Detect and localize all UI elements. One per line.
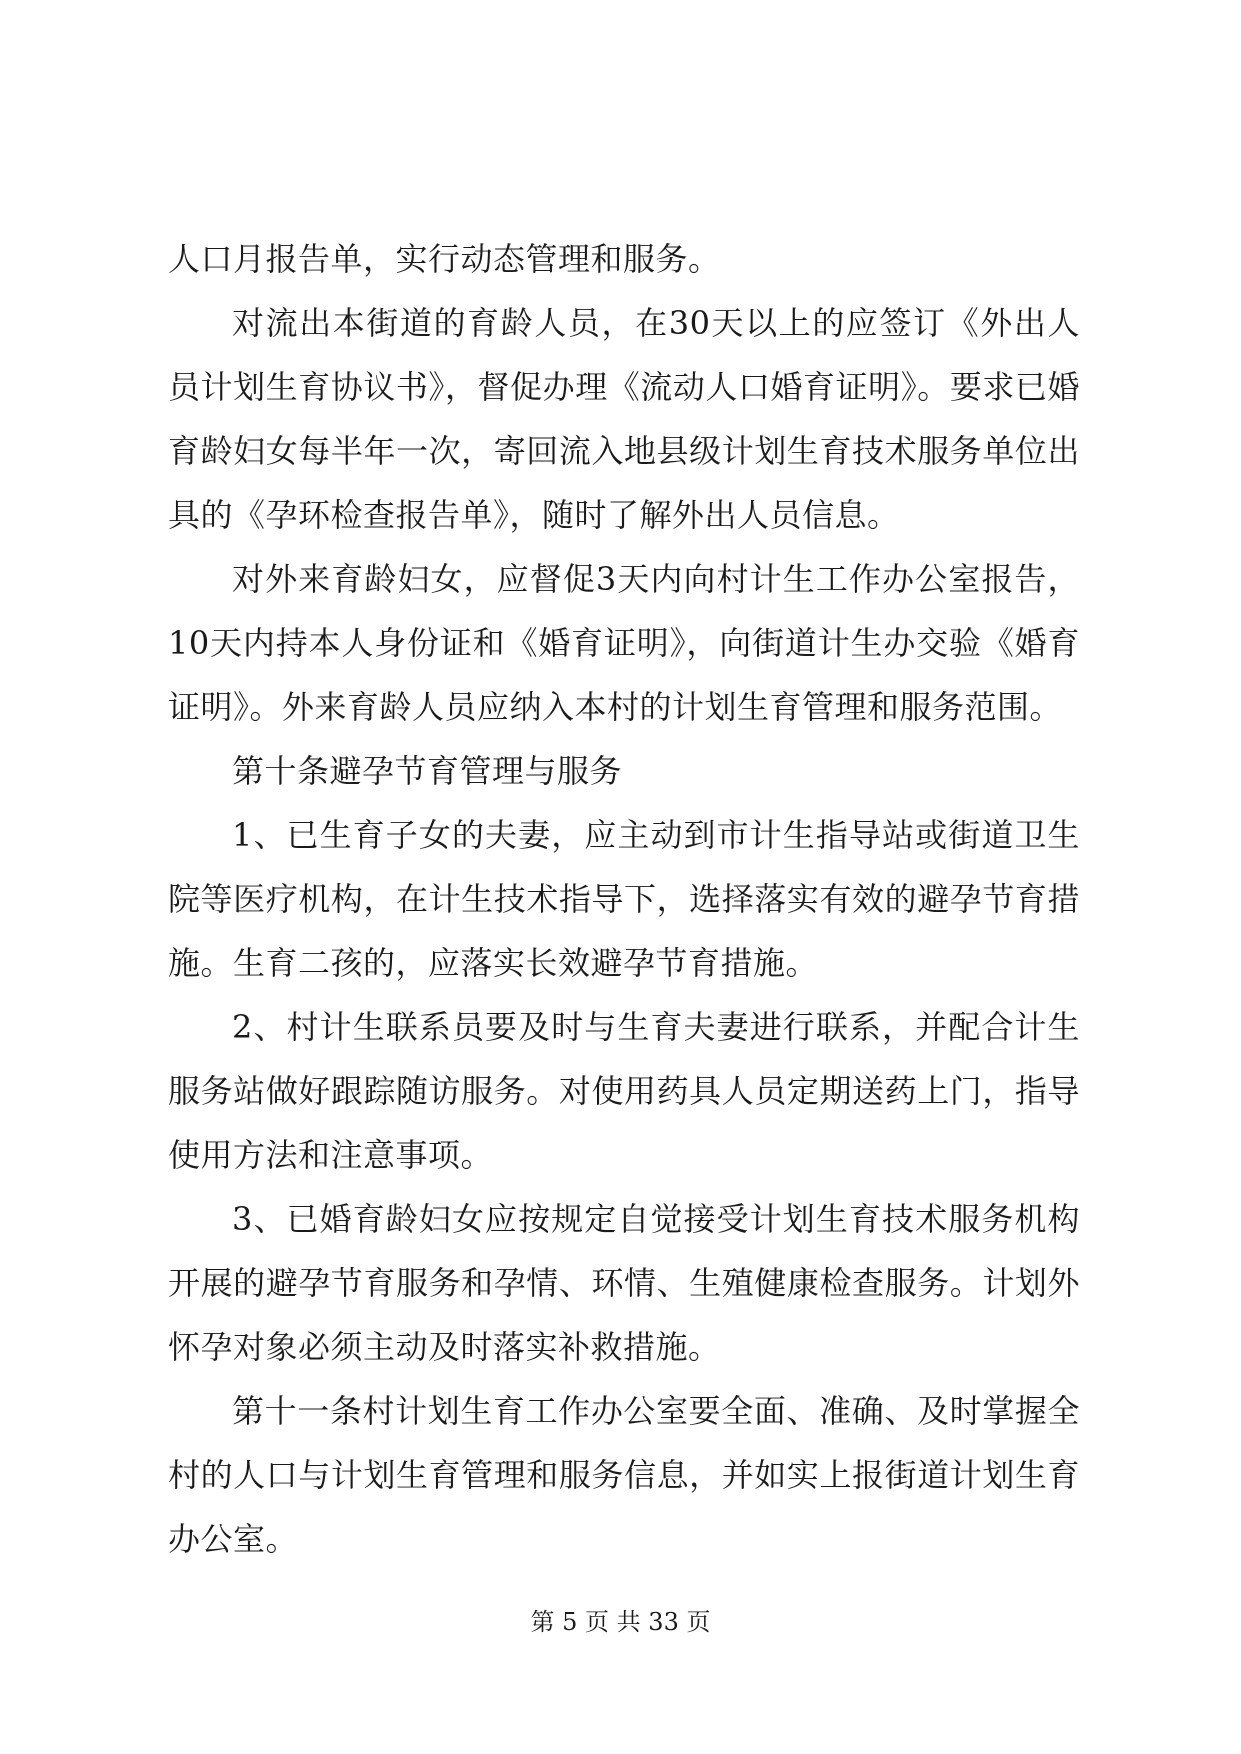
section-heading-article-10: 第十条避孕节育管理与服务	[232, 752, 623, 790]
paragraph-item-2: 2、村计生联系员要及时与生育夫妻进行联系，并配合计生服务站做好跟踪随访服务。对使用药具人员定期送药上门，指导使用方法和注意事项。	[168, 1008, 1080, 1174]
page-number-footer: 第 5 页 共 33 页	[530, 1608, 711, 1636]
paragraph-article-11: 第十一条村计划生育工作办公室要全面、准确、及时掌握全村的人口与计划生育管理和服务信息，并如实上报街道计划生育办公室。	[168, 1392, 1080, 1558]
document-body	[168, 227, 1080, 1571]
paragraph-item-1: 1、已生育子女的夫妻，应主动到市计生指导站或街道卫生院等医疗机构，在计生技术指导下，选择落实有效的避孕节育措施。生育二孩的，应落实长效避孕节育措施。	[168, 816, 1080, 982]
paragraph-3: 对外来育龄妇女，应督促3天内向村计生工作办公室报告，10天内持本人身份证和《婚育证明》，向街道计生办交验《婚育证明》。外来育龄人员应纳入本村的计划生育管理和服务范围。	[168, 560, 1080, 726]
paragraph-2: 对流出本街道的育龄人员，在30天以上的应签订《外出人员计划生育协议书》，督促办理《流动人口婚育证明》。要求已婚育龄妇女每半年一次，寄回流入地县级计划生育技术服务单位出具的《孕环检查报告单》，随时了解外出人员信息。	[168, 304, 1080, 534]
paragraph-item-3: 3、已婚育龄妇女应按规定自觉接受计划生育技术服务机构开展的避孕节育服务和孕情、环情、生殖健康检查服务。计划外怀孕对象必须主动及时落实补救措施。	[168, 1200, 1080, 1366]
paragraph-1: 人口月报告单，实行动态管理和服务。	[168, 240, 721, 278]
